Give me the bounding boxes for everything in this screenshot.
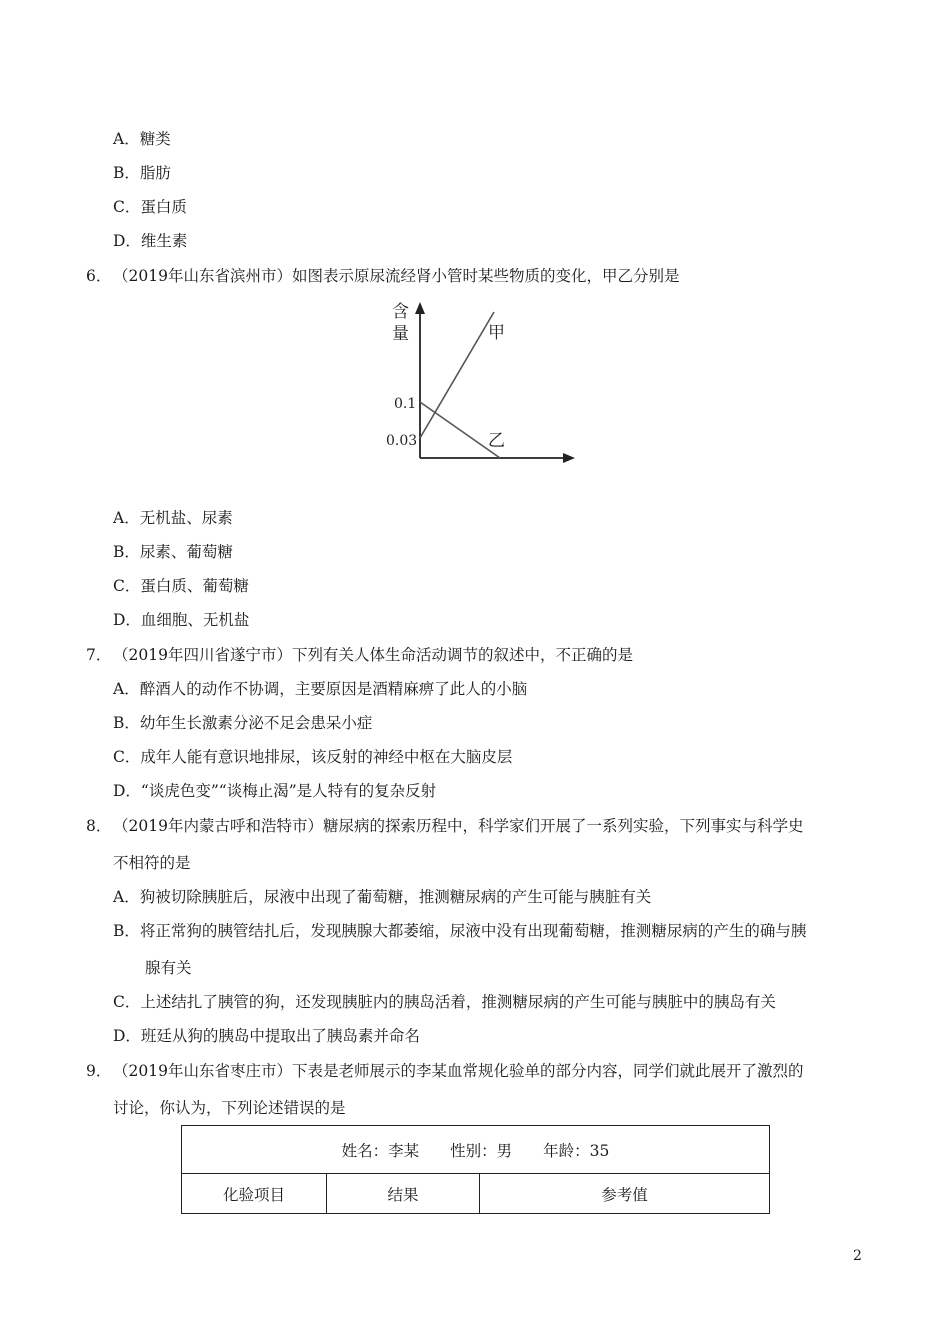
tick-high: 0.1 — [394, 396, 417, 412]
q8-number: 8． — [86, 817, 112, 835]
table-header-row — [182, 1126, 770, 1174]
q8-option-a: A．狗被切除胰脏后，尿液中出现了葡萄糖，推测糖尿病的产生可能与胰脏有关 — [113, 888, 652, 906]
label-yi: 乙 — [488, 431, 505, 451]
q7-stem: （2019年四川省遂宁市）下列有关人体生命活动调节的叙述中，不正确的是 — [113, 646, 633, 664]
lab-report-table — [181, 1125, 770, 1214]
ylabel-char-2: 量 — [392, 324, 409, 344]
label-jia: 甲 — [488, 323, 505, 343]
q7-option-d: D．“谈虎色变”“谈梅止渴”是人特有的复杂反射 — [113, 782, 437, 800]
q8-option-d: D．班廷从狗的胰岛中提取出了胰岛素并命名 — [113, 1027, 420, 1045]
x-axis-arrow — [563, 453, 575, 463]
q5-option-b: B．脂肪 — [113, 164, 171, 182]
q5-option-a: A．糖类 — [113, 130, 171, 148]
page-number: 2 — [853, 1248, 862, 1264]
q6-option-c: C．蛋白质、葡萄糖 — [113, 577, 249, 595]
q6-number: 6． — [86, 267, 112, 285]
q5-option-c: C．蛋白质 — [113, 198, 187, 216]
table-column-row — [182, 1174, 770, 1214]
q6-option-d: D．血细胞、无机盐 — [113, 611, 250, 629]
patient-info-cell: 姓名：李某 性别：男 年龄：35 — [182, 1126, 770, 1174]
q9-stem-cont: 讨论，你认为，下列论述错误的是 — [113, 1099, 346, 1117]
q9-number: 9． — [86, 1062, 112, 1080]
q5-option-d: D．维生素 — [113, 232, 188, 250]
tick-low: 0.03 — [386, 433, 418, 449]
q7-option-c: C．成年人能有意识地排尿，该反射的神经中枢在大脑皮层 — [113, 748, 513, 766]
q7-option-a: A．醉酒人的动作不协调，主要原因是酒精麻痹了此人的小脑 — [113, 680, 528, 698]
q8-option-b: B．将正常狗的胰管结扎后，发现胰腺大都萎缩，尿液中没有出现葡萄糖，推测糖尿病的产生的确与胰 — [113, 922, 807, 940]
q8-stem-cont: 不相符的是 — [113, 854, 191, 872]
q6-option-b: B．尿素、葡萄糖 — [113, 543, 233, 561]
ylabel-char-1: 含 — [392, 302, 409, 322]
col-reference: 参考值 — [480, 1174, 770, 1214]
q8-option-c: C．上述结扎了胰管的狗，还发现胰脏内的胰岛活着，推测糖尿病的产生可能与胰脏中的胰岛有关 — [113, 993, 776, 1011]
col-test-item: 化验项目 — [182, 1174, 327, 1214]
q9-stem: （2019年山东省枣庄市）下表是老师展示的李某血常规化验单的部分内容，同学们就此展开了激烈的 — [113, 1062, 804, 1080]
q6-option-a: A．无机盐、尿素 — [113, 509, 233, 527]
q6-figure — [378, 296, 578, 464]
q7-option-b: B．幼年生长激素分泌不足会患呆小症 — [113, 714, 373, 732]
q6-stem: （2019年山东省滨州市）如图表示原尿流经肾小管时某些物质的变化，甲乙分别是 — [113, 267, 680, 285]
q8-stem: （2019年内蒙古呼和浩特市）糖尿病的探索历程中，科学家们开展了一系列实验，下列事实与科学史 — [113, 817, 804, 835]
col-result: 结果 — [327, 1174, 480, 1214]
y-axis-arrow — [415, 302, 425, 314]
q7-number: 7． — [86, 646, 112, 664]
q8-option-b-cont: 腺有关 — [145, 959, 192, 977]
line-jia — [420, 312, 494, 438]
